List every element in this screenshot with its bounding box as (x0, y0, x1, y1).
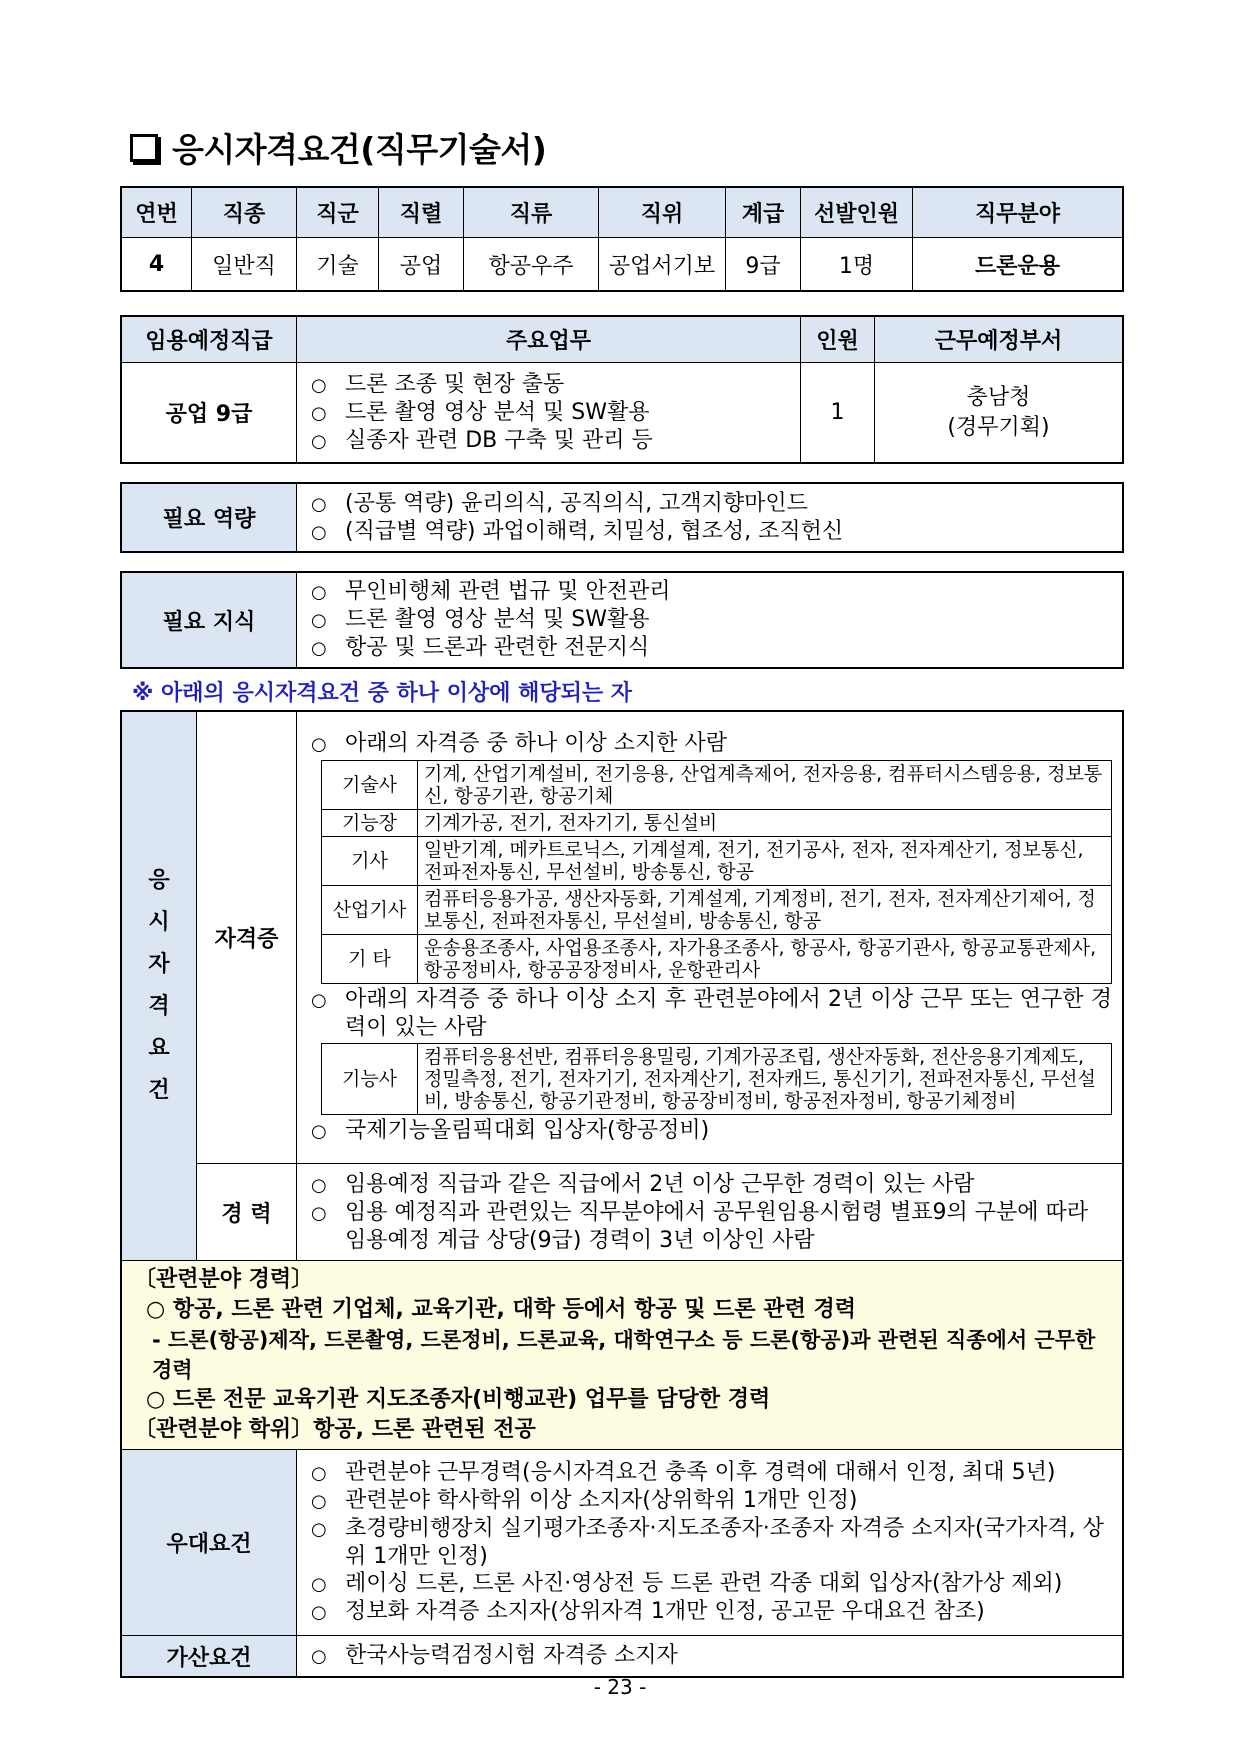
knowledge-items (297, 573, 1123, 668)
knowledge-item: ○ 무인비행체 관련 법규 및 안전관리 (311, 578, 1116, 606)
career-item: ○ 임용 예정직과 관련있는 직무분야에서 공무원임용시험령 별표9의 구분에 따라 임용예정 계급 상당(9급) 경력이 3년 이상인 사람 (311, 1199, 1112, 1254)
related-field-box (122, 1261, 1123, 1450)
header-appoint-grade: 임용예정직급 (122, 317, 297, 363)
eligibility-note: ※ 아래의 응시자격요건 중 하나 이상에 해당되는 자 (132, 681, 633, 706)
cell-grade: 9급 (726, 238, 801, 291)
duty-item: ○ 드론 조종 및 현장 출동 (311, 371, 794, 399)
cert-content (297, 712, 1123, 1164)
dept-sub: (경무기획) (947, 414, 1050, 440)
cell-class: 항공우주 (464, 238, 599, 291)
cert-extra: ○ 국제기능올림픽대회 입상자(항공정비) (311, 1117, 1112, 1145)
header-seq: 연번 (122, 188, 192, 238)
career-label: 경 력 (197, 1164, 297, 1261)
cert-kind: 기능사 (322, 1044, 418, 1115)
cell-series: 공업 (379, 238, 464, 291)
header-count: 선발인원 (801, 188, 913, 238)
header-group: 직군 (297, 188, 379, 238)
cert-list-table (321, 760, 1112, 984)
position-table (121, 187, 1123, 291)
preferred-item: ○ 관련분야 학사학위 이상 소지자(상위학위 1개만 인정) (311, 1487, 1112, 1515)
header-grade: 계급 (726, 188, 801, 238)
knowledge-item: ○ 드론 촬영 영상 분석 및 SW활용 (311, 606, 1116, 634)
duty-table (121, 316, 1123, 463)
cell-position: 공업서기보 (599, 238, 726, 291)
header-class: 직류 (464, 188, 599, 238)
side-char: 응 (148, 868, 170, 893)
bonus-content (297, 1636, 1123, 1677)
knowledge-item: ○ 항공 및 드론과 관련한 전문지식 (311, 634, 1116, 662)
cert-kind: 기 타 (322, 935, 418, 984)
qualification-table (121, 711, 1123, 1677)
duty-item: ○ 드론 촬영 영상 분석 및 SW활용 (311, 399, 794, 427)
cert-kind: 산업기사 (322, 886, 418, 935)
competency-item: ○ (직급별 역량) 과업이해력, 치밀성, 협조성, 조직헌신 (311, 518, 1116, 546)
side-char: 요 (148, 1036, 170, 1061)
side-char: 시 (148, 910, 170, 935)
cell-duties (297, 363, 801, 463)
header-series: 직렬 (379, 188, 464, 238)
cell-dept (875, 363, 1123, 463)
duty-item: ○ 실종자 관련 DB 구축 및 관리 등 (311, 427, 794, 455)
cell-seq: 4 (122, 238, 192, 291)
cell-headcount: 1 (801, 363, 875, 463)
side-char: 건 (148, 1078, 170, 1103)
competency-table (121, 483, 1123, 552)
knowledge-label: 필요 지식 (122, 573, 297, 668)
side-char: 격 (148, 994, 170, 1019)
cert-values: 기계가공, 전기, 전자기기, 통신설비 (418, 810, 1112, 837)
header-headcount: 인원 (801, 317, 875, 363)
related-career-detail: - 드론(항공)제작, 드론촬영, 드론정비, 드론교육, 대학연구소 등 드론(항공)과 관련된 직종에서 근무한 경력 (152, 1328, 1096, 1382)
related-career-heading: 〔관련분야 경력〕 (134, 1267, 314, 1292)
cert-values: 일반기계, 메카트로닉스, 기계설계, 전기, 전기공사, 전자, 전자계산기, 정보통신, 전파전자통신, 무선설비, 방송통신, 항공 (418, 837, 1112, 886)
header-main-duty: 주요업무 (297, 317, 801, 363)
preferred-item: ○ 관련분야 근무경력(응시자격요건 충족 이후 경력에 대해서 인정, 최대 5년) (311, 1459, 1112, 1487)
cert-kind: 기사 (322, 837, 418, 886)
header-type: 직종 (192, 188, 297, 238)
cell-group: 기술 (297, 238, 379, 291)
cert-intro: ○ 아래의 자격증 중 하나 이상 소지한 사람 (311, 730, 1112, 758)
cert-kind: 기능장 (322, 810, 418, 837)
preferred-content (297, 1450, 1123, 1636)
competency-item: ○ (공통 역량) 윤리의식, 공직의식, 고객지향마인드 (311, 490, 1116, 518)
cell-appoint-grade: 공업 9급 (122, 363, 297, 463)
preferred-item: ○ 초경량비행장치 실기평가조종자·지도조종자·조종자 자격증 소지자(국가자격, 상위 1개만 인정) (311, 1515, 1112, 1570)
preferred-item: ○ 레이싱 드론, 드론 사진·영상전 등 드론 관련 각종 대회 입상자(참가상 제외) (311, 1570, 1112, 1598)
career-item: ○ 임용예정 직급과 같은 직급에서 2년 이상 근무한 경력이 있는 사람 (311, 1171, 1112, 1199)
cert-values: 컴퓨터응용선반, 컴퓨터응용밀링, 기계가공조립, 생산자동화, 전산응용기계제도, 정밀측정, 전기, 전자기기, 전자계산기, 전자캐드, 통신기기, 전파전자통신, 무선설비, 방송통신, 항공기관정비, 항공장비정비, 항공전자정비, 항공기체정비 (418, 1044, 1112, 1115)
cert-values: 운송용조종사, 사업용조종사, 자가용조종사, 항공사, 항공기관사, 항공교통관제사, 항공정비사, 항공공장정비사, 운항관리사 (418, 935, 1112, 984)
cell-field: 드론운용 (913, 238, 1123, 291)
career-content (297, 1164, 1123, 1261)
header-dept: 근무예정부서 (875, 317, 1123, 363)
related-career-item: ○ 드론 전문 교육기관 지도조종자(비행교관) 업무를 담당한 경력 (146, 1387, 771, 1412)
cell-count: 1명 (801, 238, 913, 291)
header-position: 직위 (599, 188, 726, 238)
side-char: 자 (148, 952, 170, 977)
dept-name: 충남청 (966, 384, 1031, 410)
preferred-label: 우대요건 (122, 1450, 297, 1636)
preferred-item: ○ 정보화 자격증 소지자(상위자격 1개만 인정, 공고문 우대요건 참조) (311, 1598, 1112, 1626)
cell-type: 일반직 (192, 238, 297, 291)
cert-intro2: ○ 아래의 자격증 중 하나 이상 소지 후 관련분야에서 2년 이상 근무 또는 연구한 경력이 있는 사람 (311, 986, 1112, 1041)
knowledge-table (121, 572, 1123, 668)
section-title-text: 응시자격요건(직무기술서) (172, 130, 547, 169)
competency-items (297, 484, 1123, 552)
header-field: 직무분야 (913, 188, 1123, 238)
related-degree: 〔관련분야 학위〕항공, 드론 관련된 전공 (134, 1417, 536, 1442)
cert-values: 기계, 산업기계설비, 전기응용, 산업계측제어, 전자응용, 컴퓨터시스템응용, 정보통신, 항공기관, 항공기체 (418, 761, 1112, 810)
cert-label: 자격증 (197, 712, 297, 1164)
page-number: - 23 - (593, 1675, 647, 1699)
related-career-item: ○ 항공, 드론 관련 기업체, 교육기관, 대학 등에서 항공 및 드론 관련 경력 (146, 1297, 856, 1322)
cert-kind: 기술사 (322, 761, 418, 810)
checkbox-square-icon (130, 134, 158, 162)
bonus-label: 가산요건 (122, 1636, 297, 1677)
competency-label: 필요 역량 (122, 484, 297, 552)
cert-values: 컴퓨터응용가공, 생산자동화, 기계설계, 기계정비, 전기, 전자, 전자계산기제어, 정보통신, 전파전자통신, 무선설비, 방송통신, 항공 (418, 886, 1112, 935)
bonus-item: ○ 한국사능력검정시험 자격증 소지자 (311, 1642, 1112, 1670)
section-title (130, 124, 546, 171)
cert-list-table2 (321, 1043, 1112, 1115)
qualification-side-label (122, 712, 197, 1261)
